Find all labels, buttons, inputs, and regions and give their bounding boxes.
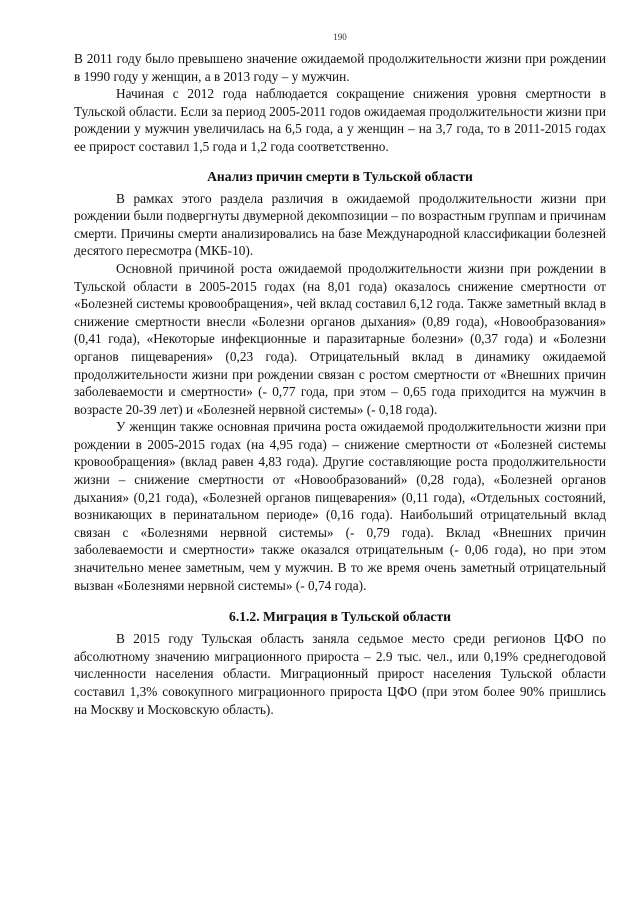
section-heading-migration: 6.1.2. Миграция в Тульской области [229,609,451,625]
page-number: 190 [333,32,347,42]
document-body [74,50,606,718]
paragraph-women-causes: У женщин также основная причина роста ожидаемой продолжительности жизни при рождении в 2005-2015 годах (на 4,95 года) – снижение смертности от «Болезней системы кровообращения» (вклад равен 4,83 года). Другие составляющие роста продолжительности жизни – снижение смертности от «Новообразований» (0,28 года), «Болезней органов дыхания» (0,21 года), «Болезней органов пищеварения» (0,11 года), «Отдельных состояний, возникающих в перинатальном периоде» (0,16 года). Наибольший отрицательный вклад связан с «Болезнями нервной системы» (- 0,79 года). Вклад «Внешних причин заболеваемости и смертности» также оказался отрицательным (- 0,06 года), но при этом значительно менее заметным, чем у мужчин. В то же время очень заметный отрицательный вызван «Болезнями нервной системы» (- 0,74 года). [74,419,606,593]
paragraph-life-expectancy-record: В 2011 году было превышено значение ожидаемой продолжительности жизни при рождении в 1990 году у женщин, а в 2013 году – у мужчин. [74,51,606,84]
paragraph-mortality-decline: Начиная с 2012 года наблюдается сокращение снижения уровня смертности в Тульской области. Если за период 2005-2011 годов ожидаемая продолжительности жизни при рождении у мужчин увеличилась на 6,5 года, а у женщин – на 3,7 года, то в 2011-2015 годах ее прирост составил 1,5 года и 1,2 года соответственно. [74,86,606,154]
paragraph-migration: В 2015 году Тульская область заняла седьмое место среди регионов ЦФО по абсолютному значению миграционного прироста – 2.9 тыс. чел., или 0,19% среднегодовой численности населения области. Миграционный прирост населения Тульской области составил 1,3% совокупного миграционного прироста ЦФО (при этом более 90% пришлись на Москву и Московскую область). [74,631,606,717]
paragraph-decomposition: В рамках этого раздела различия в ожидаемой продолжительности жизни при рождении были подвергнуты двумерной декомпозиции – по возрастным группам и причинам смерти. Причины смерти анализировались на базе Международной классификации болезней десятого пересмотра (МКБ-10). [74,190,606,259]
section-heading-causes-of-death: Анализ причин смерти в Тульской области [207,168,473,184]
paragraph-men-causes: Основной причиной роста ожидаемой продолжительности жизни при рождении в Тульской области в 2005-2015 годах (на 8,01 года) оказалось снижение смертности от «Болезней системы кровообращения», чей вклад составил 6,12 года. Также заметный вклад в снижение смертности внесли «Болезни органов дыхания» (0,89 года), «Новообразования» (0,41 года), «Некоторые инфекционные и паразитарные болезни» (0,37 года) и «Болезни органов пищеварения» (0,23 года). Отрицательный вклад в динамику ожидаемой продолжительности жизни при рождении связан с ростом смертности от «Внешних причин заболеваемости и смертности» (- 0,77 года, при этом – 0,65 года приходится на мужчин в возрасте 20-39 лет) и «Болезней нервной системы» (- 0,18 года). [74,260,606,417]
